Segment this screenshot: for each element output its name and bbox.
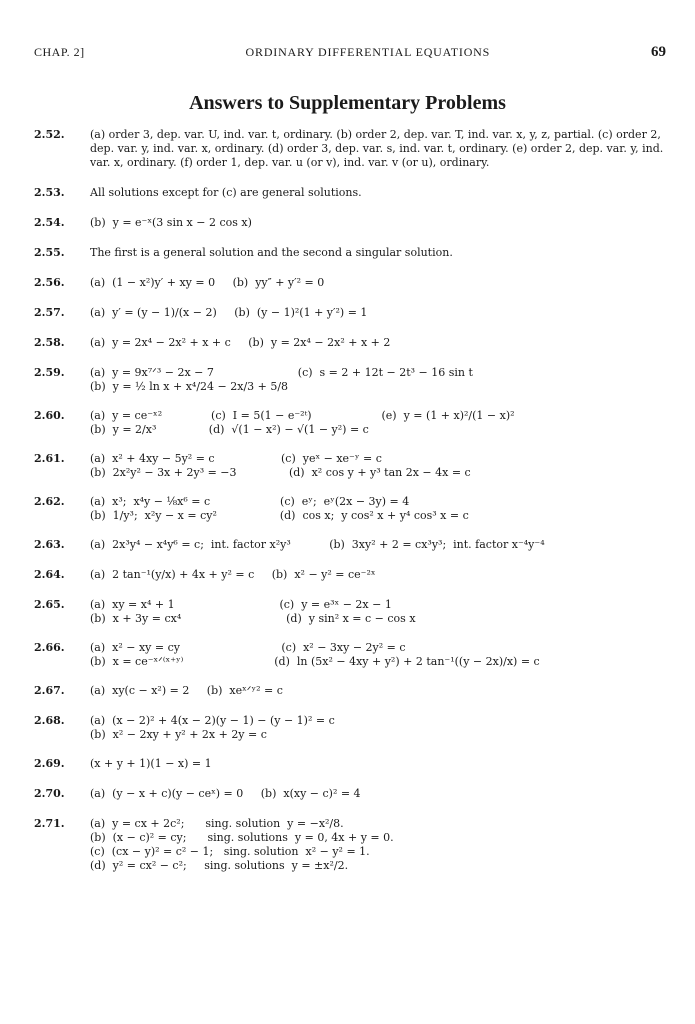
answer-body	[90, 409, 666, 437]
answer-item	[34, 568, 666, 582]
answer-item	[34, 186, 666, 200]
answer-line: (a) (x − 2)² + 4(x − 2)(y − 1) − (y − 1)² = c	[90, 714, 335, 727]
problem-number: 2.69.	[34, 757, 65, 770]
answer-line: (a) xy(c − x²) = 2 (b) xeˣᐟʸ² = c	[90, 684, 283, 697]
problem-number: 2.66.	[34, 641, 65, 654]
problem-number: 2.61.	[34, 452, 65, 465]
answer-item	[34, 598, 666, 626]
answer-line: (a) y′ = (y − 1)/(x − 2) (b) (y − 1)²(1 + y′²) = 1	[90, 306, 368, 319]
problem-number: 2.68.	[34, 714, 65, 727]
answer-body	[90, 817, 666, 873]
answer-item	[34, 276, 666, 290]
answer-body	[90, 568, 666, 582]
answer-line: (b) 1/y³; x²y − x = cy² (d) cos x; y cos² x + y⁴ cos³ x = c	[90, 509, 469, 522]
problem-number: 2.59.	[34, 366, 65, 379]
answer-line: (b) x² − 2xy + y² + 2x + 2y = c	[90, 728, 267, 741]
chapter-label: CHAP. 2]	[34, 45, 85, 59]
answer-body	[90, 366, 666, 394]
answer-line: (a) xy = x⁴ + 1 (c) y = e³ˣ − 2x − 1	[90, 598, 392, 611]
answer-body	[90, 684, 666, 698]
section-title: Answers to Supplementary Problems	[189, 92, 506, 114]
answer-line: (b) (x − c)² = cy; sing. solutions y = 0, 4x + y = 0.	[90, 831, 394, 844]
running-title: ORDINARY DIFFERENTIAL EQUATIONS	[245, 45, 491, 59]
problem-number: 2.52.	[34, 128, 65, 141]
answer-body	[90, 495, 666, 523]
problem-number: 2.58.	[34, 336, 65, 349]
answer-line: (b) y = ½ ln x + x⁴/24 − 2x/3 + 5/8	[90, 380, 289, 393]
answer-line: (a) (y − x + c)(y − ceˣ) = 0 (b) x(xy − c)² = 4	[90, 787, 361, 800]
answer-line: (a) 2 tan⁻¹(y/x) + 4x + y² = c (b) x² − y² = ce⁻²ˣ	[90, 568, 376, 581]
problem-number: 2.70.	[34, 787, 65, 800]
problem-number: 2.65.	[34, 598, 65, 611]
answer-line: (b) x + 3y = cx⁴ (d) y sin² x = c − cos x	[90, 612, 416, 625]
problem-number: 2.56.	[34, 276, 65, 289]
answer-item	[34, 538, 666, 552]
answer-body	[90, 452, 666, 480]
answer-line: (c) (cx − y)² = c² − 1; sing. solution x² − y² = 1.	[90, 845, 370, 858]
page-number: 69	[650, 44, 666, 60]
running-header	[34, 44, 666, 61]
answer-line: (a) x³; x⁴y − ⅛x⁶ = c (c) eʸ; eʸ(2x − 3y) = 4	[90, 495, 410, 508]
answer-body	[90, 538, 666, 552]
problem-number: 2.54.	[34, 216, 65, 229]
answer-body	[90, 714, 666, 742]
answer-item	[34, 306, 666, 320]
problem-number: 2.55.	[34, 246, 65, 259]
answer-line: (a) (1 − x²)y′ + xy = 0 (b) yy″ + y′² = 0	[90, 276, 325, 289]
answer-item	[34, 787, 666, 801]
answer-line: (b) x = ce⁻ˣᐟ⁽ˣ⁺ʸ⁾ (d) ln (5x² − 4xy + y²) + 2 tan⁻¹((y − 2x)/x) = c	[90, 655, 540, 668]
answer-line: (b) 2x²y² − 3x + 2y³ = −3 (d) x² cos y + y³ tan 2x − 4x = c	[90, 466, 471, 479]
answer-body	[90, 276, 666, 290]
answer-item	[34, 817, 666, 873]
answer-item	[34, 216, 666, 230]
answer-item	[34, 684, 666, 698]
answer-body	[90, 598, 666, 626]
answer-line: All solutions except for (c) are general solutions.	[90, 186, 362, 199]
answer-line: (a) x² − xy = cy (c) x² − 3xy − 2y² = c	[90, 641, 406, 654]
answer-body	[90, 186, 666, 200]
answer-line: (a) y = ce⁻ˣ² (c) I = 5(1 − e⁻²ᵗ) (e) y = (1 + x)²/(1 − x)²	[90, 409, 515, 422]
answer-line: The first is a general solution and the second a singular solution.	[90, 246, 453, 259]
answer-item	[34, 409, 666, 437]
answer-body	[90, 641, 666, 669]
answer-line: (b) y = 2/x³ (d) √(1 − x²) − √(1 − y²) = c	[90, 423, 369, 436]
problem-number: 2.67.	[34, 684, 65, 697]
answer-item	[34, 714, 666, 742]
answer-item	[34, 452, 666, 480]
answer-item	[34, 641, 666, 669]
answer-item	[34, 495, 666, 523]
problem-number: 2.53.	[34, 186, 65, 199]
problem-number: 2.60.	[34, 409, 65, 422]
problem-number: 2.57.	[34, 306, 65, 319]
answer-item	[34, 366, 666, 394]
answer-line: (a) order 3, dep. var. U, ind. var. t, ordinary. (b) order 2, dep. var. T, ind. var. x, y, z, partial. (c) order 2, dep. var. y, ind. var. x, ordinary. (d) order 3, dep. var. s, ind. var. t, ordinary. (e) order 2, dep. var. y, ind. var. x, ordinary. (f) order 1, dep. var. u (or v), ind. var. v (or u), ordinary.	[90, 128, 664, 169]
answer-body	[90, 757, 666, 771]
answer-body	[90, 306, 666, 320]
answer-line: (a) y = 2x⁴ − 2x² + x + c (b) y = 2x⁴ − 2x² + x + 2	[90, 336, 391, 349]
answer-line: (a) y = cx + 2c²; sing. solution y = −x²/8.	[90, 817, 344, 830]
answer-body	[90, 336, 666, 350]
answer-body	[90, 787, 666, 801]
answer-line: (x + y + 1)(1 − x) = 1	[90, 757, 212, 770]
answer-line: (a) 2x³y⁴ − x⁴y⁶ = c; int. factor x²y³ (b) 3xy² + 2 = cx³y³; int. factor x⁻⁴y⁻⁴	[90, 538, 545, 551]
answer-item	[34, 246, 666, 260]
answer-item	[34, 336, 666, 350]
answer-line: (d) y² = cx² − c²; sing. solutions y = ±x²/2.	[90, 859, 349, 872]
answer-line: (b) y = e⁻ˣ(3 sin x − 2 cos x)	[90, 216, 252, 229]
answer-line: (a) y = 9x⁷ᐟ³ − 2x − 7 (c) s = 2 + 12t − 2t³ − 16 sin t	[90, 366, 473, 379]
answers-list	[34, 128, 666, 888]
answer-item	[34, 128, 666, 170]
problem-number: 2.71.	[34, 817, 65, 830]
answer-item	[34, 757, 666, 771]
problem-number: 2.64.	[34, 568, 65, 581]
answer-body	[90, 246, 666, 260]
problem-number: 2.63.	[34, 538, 65, 551]
answer-line: (a) x² + 4xy − 5y² = c (c) yeˣ − xe⁻ʸ = c	[90, 452, 382, 465]
answer-body	[90, 216, 666, 230]
answer-body	[90, 128, 666, 170]
problem-number: 2.62.	[34, 495, 65, 508]
